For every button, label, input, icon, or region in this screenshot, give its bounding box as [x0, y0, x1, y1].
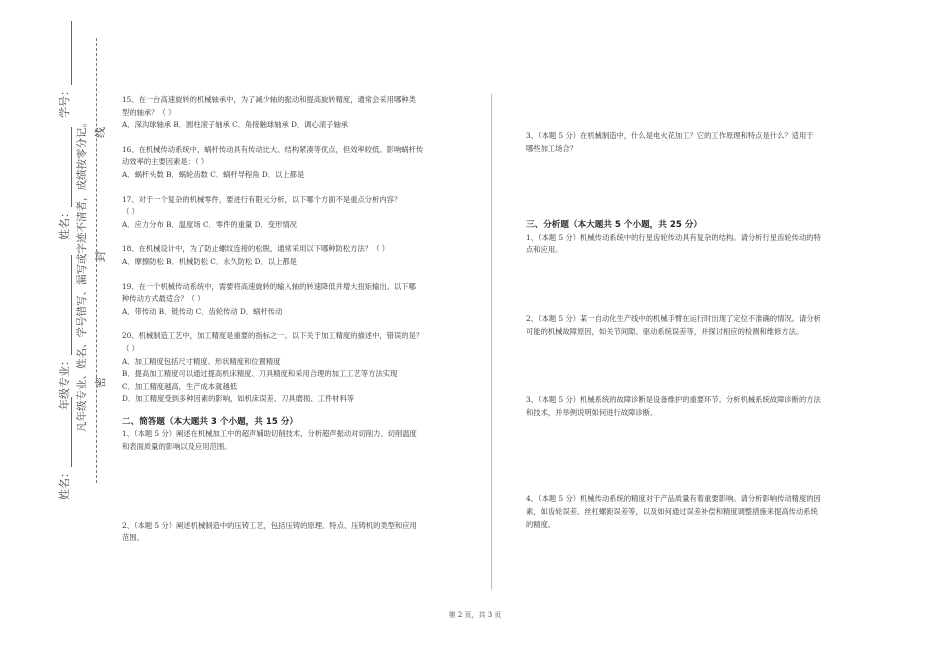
question-18: 18、在机械设计中，为了防止螺纹连接的松脱，通常采用以下哪种防松方法？（ ） A．摩擦防松 B．机械防松 C．永久防松 D．以上都是	[122, 244, 389, 266]
seal-word-feng: 封	[94, 251, 107, 262]
question-20: 20、机械制造工艺中，加工精度是重要的指标之一。以下关于加工精度的描述中，错误的是？ （ ） A．加工精度包括尺寸精度、形状精度和位置精度 B．提高加工精度可以通过提高机床精度、刀具精度和采用合理的加工工艺等方法实现 C．加工精度越高，生产成本就越低 D．加工精度受到多种因素的影响，如机床误差、刀具磨损、工件材料等	[122, 331, 424, 404]
right-column	[526, 130, 821, 531]
binding-id-field: 学号：	[56, 21, 72, 118]
short-answer-2: 2、（本题 5 分）阐述机械制造中的压铸工艺，包括压铸的原理、特点、压铸机的类型和应用 范围。	[122, 520, 417, 543]
seal-word-xian: 线	[94, 127, 107, 138]
left-column	[122, 94, 423, 545]
binding-id-label: 学号	[58, 96, 71, 118]
seal-word-mi: 密	[94, 377, 107, 388]
binding-name-field: 姓名：	[56, 127, 72, 240]
binding-grade-label: 年级专业	[58, 366, 71, 410]
analysis-3: 3、（本题 5 分）机械系统的故障诊断是设备维护的重要环节。分析机械系统故障诊断的方法 和技术，并举例说明如何进行故障诊断。	[526, 395, 821, 417]
question-19: 19、在一个机械传动系统中，需要将高速旋转的输入轴的转速降低并增大扭矩输出。以下哪 种传动方式最适合？（ ） A．带传动 B．链传动 C．齿轮传动 D．蜗杆传动	[122, 281, 416, 316]
binding-school-field: 姓名：	[56, 397, 72, 500]
short-answer-3: 3、（本题 5 分）在机械制造中，什么是电火花加工？它的工作原理和特点是什么？适用于 哪些加工场合？	[526, 131, 814, 153]
question-17: 17、对于一个复杂的机械零件，要进行有限元分析，以下哪个方面不是重点分析内容？ （ ） A．应力分布 B．温度场 C．零件的重量 D．变形情况	[122, 194, 402, 229]
section-3-title: 三、分析题（本大题共 5 个小题，共 25 分）	[526, 220, 703, 231]
section-2-title: 二、简答题（本大题共 3 个小题，共 15 分）	[122, 416, 299, 427]
binding-dashed-line	[96, 38, 97, 483]
analysis-2: 2、（本题 5 分）某一自动化生产线中的机械手臂在运行时出现了定位不准确的情况。请分析 可能的机械故障原因，如关节间隙、驱动系统误差等，并探讨相应的检测和维修方法。	[526, 313, 821, 336]
binding-warning: 凡年级专业、姓名、学号错写、漏写或字迹不清者，成绩按零分记。	[76, 117, 88, 432]
column-divider	[491, 94, 492, 590]
binding-name-label: 姓名	[58, 218, 71, 240]
question-15: 15、在一台高速旋转的机械轴承中，为了减少轴的振动和提高旋转精度，通常会采用哪种类 型的轴承？（ ） A．深沟球轴承 B．圆柱滚子轴承 C．角接触球轴承 D．调心滚子轴承	[122, 95, 416, 130]
binding-strip	[0, 0, 115, 672]
question-16: 16、在机械传动系统中，蜗杆传动具有传动比大、结构紧凑等优点，但效率较低。影响蜗杆传 动效率的主要因素是：（ ） A．蜗杆头数 B．蜗轮齿数 C．蜗杆导程角 D．以上都是	[122, 144, 424, 179]
analysis-1: 1、（本题 5 分）机械传动系统中的行星齿轮传动具有复杂的结构。请分析行星齿轮传动的特 点和应用。	[526, 232, 821, 255]
short-answer-1: 1、（本题 5 分）阐述在机械加工中的超声辅助切削技术，分析超声振动对切削力、切削温度 和表面质量的影响以及应用范围。	[122, 429, 417, 452]
analysis-4: 4、（本题 5 分）机械传动系统的精度对于产品质量有着重要影响。请分析影响传动精度的因 素，如齿轮误差、丝杠螺距误差等，以及如何通过误差补偿和精度调整措施来提高传动系统 的精度。	[526, 494, 821, 529]
binding-school-label: 姓名	[58, 478, 71, 500]
page-footer: 第 2 页，共 3 页	[448, 611, 502, 619]
binding-grade-field: 年级专业：	[56, 255, 72, 410]
